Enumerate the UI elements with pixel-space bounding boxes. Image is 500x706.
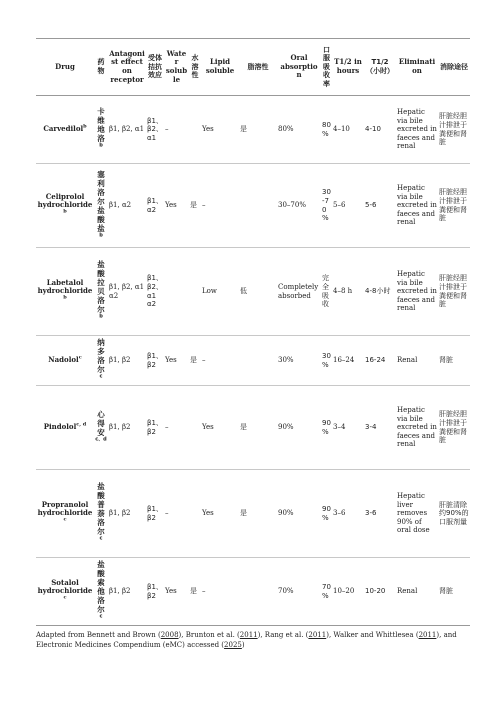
half-life-zh-cell: 5-6	[365, 201, 377, 210]
header-oral-zh: 口服吸收率	[323, 45, 330, 88]
ref-link-2011-walker[interactable]: 2011	[418, 631, 437, 639]
drug-name-zh-cell: 纳多洛尔 $^c$	[97, 338, 105, 380]
drug-name-cell: Labetalol hydrochloride$^b$	[37, 277, 93, 301]
oral-absorption-cell: 90%	[278, 509, 294, 518]
oral-absorption-cell: 80%	[278, 125, 294, 134]
receptor-cell: β1, β2	[109, 423, 131, 432]
receptor-cell: β1, β2	[109, 509, 131, 518]
oral-absorption-zh-cell: 完全吸收	[322, 274, 329, 309]
receptor-zh-cell: β1、β2、α1 α2	[147, 274, 163, 309]
elimination-cell: Hepatic via bile excreted in faeces and renal	[397, 184, 437, 227]
half-life-zh-cell: 4-10	[365, 125, 381, 134]
header-elim-zh: 消除途径	[440, 62, 469, 71]
lipid-soluble-cell: –	[202, 587, 206, 596]
oral-absorption-zh-cell: 80%	[322, 120, 331, 138]
header-lipid: Lipid soluble	[205, 57, 235, 75]
water-soluble-cell: Yes	[165, 201, 177, 210]
elimination-cell: Hepatic via bile excreted in faeces and renal	[397, 270, 437, 313]
lipid-soluble-zh-cell	[239, 558, 277, 626]
drug-name-cell: Nadolol$^c$	[48, 354, 82, 365]
header-oral: Oral absorption	[280, 53, 318, 80]
water-soluble-cell: Yes	[165, 587, 177, 596]
table-source-note: Adapted from Bennett and Brown (2008), Brunton et al. (2011), Rang et al. (2011), Walker and Whittlesea (2011), and Electronic Medicines Compendium (eMC) accessed (2025)	[36, 631, 457, 649]
ref-link-2011-rang[interactable]: 2011	[308, 631, 327, 639]
receptor-zh-cell: β1、β2	[147, 504, 163, 522]
beta-blocker-table	[36, 38, 470, 626]
ref-link-2011-brunton[interactable]: 2011	[239, 631, 258, 639]
receptor-cell: β1, α2	[109, 201, 132, 210]
oral-absorption-zh-cell: 70%	[322, 582, 331, 600]
drug-name-zh-cell: 盐酸拉贝洛尔 $^b$	[97, 260, 105, 320]
drug-name-cell: Carvedilol$^b$	[43, 123, 87, 134]
receptor-zh-cell: β1、β2	[147, 582, 163, 600]
table-row	[36, 558, 470, 626]
lipid-soluble-zh-cell: 低	[240, 287, 247, 296]
lipid-soluble-zh-cell: 是	[240, 509, 247, 518]
water-soluble-zh-cell	[189, 96, 201, 164]
oral-absorption-cell: 30%	[278, 356, 294, 365]
oral-absorption-cell: Completely absorbed	[278, 282, 319, 300]
oral-absorption-zh-cell: 30-70%	[322, 188, 331, 223]
receptor-cell: β1, β2	[109, 587, 131, 596]
oral-absorption-cell: 30–70%	[278, 201, 306, 210]
header-elim: Elimination	[398, 57, 436, 75]
water-soluble-zh-cell	[189, 386, 201, 470]
half-life-zh-cell: 3-4	[365, 423, 377, 432]
water-soluble-zh-cell: 是	[190, 201, 197, 210]
half-life-cell: 4–8 h	[333, 287, 353, 296]
table-header-row	[36, 39, 470, 96]
lipid-soluble-cell: –	[202, 201, 206, 210]
lipid-soluble-cell: Yes	[202, 125, 214, 134]
oral-absorption-zh-cell: 90%	[322, 504, 331, 522]
elimination-zh-cell: 肝脏经胆汁排泄于粪便和肾脏	[439, 274, 468, 309]
table-row	[36, 470, 470, 558]
half-life-zh-cell: 16-24	[365, 356, 386, 365]
drug-name-zh-cell: 盐酸普萘洛尔 $^c$	[97, 482, 105, 542]
table-row	[36, 336, 470, 386]
drug-name-cell: Propranolol hydrochloride$^c$	[37, 499, 93, 523]
drug-name-cell: Sotalol hydrochloride$^c$	[37, 577, 93, 601]
header-antagonist: Antagonist effect on receptor	[109, 48, 145, 84]
elimination-zh-cell: 肝脏经胆汁排泄于粪便和肾脏	[439, 112, 468, 147]
lipid-soluble-zh-cell	[239, 336, 277, 386]
header-drug-zh: 药物	[97, 58, 105, 75]
oral-absorption-cell: 70%	[278, 587, 294, 596]
elimination-cell: Renal	[397, 587, 418, 596]
half-life-cell: 10–20	[333, 587, 355, 596]
lipid-soluble-cell: Low	[202, 287, 217, 296]
lipid-soluble-cell: –	[202, 356, 206, 365]
lipid-soluble-zh-cell: 是	[240, 125, 247, 134]
drug-name-zh-cell: 盐酸索他洛尔 $^c$	[97, 560, 105, 620]
receptor-zh-cell: β1、α2	[147, 196, 163, 214]
elimination-zh-cell: 肝脏经胆汁排泄于粪便和肾脏	[439, 188, 468, 223]
drug-name-zh-cell: 心得安 $^{c、d}$	[95, 409, 107, 442]
water-soluble-zh-cell	[189, 248, 201, 336]
elimination-cell: Hepatic via bile excreted in faeces and renal	[397, 406, 437, 449]
elimination-zh-cell: 肝脏经胆汁排泄于粪便和肾脏	[439, 410, 468, 445]
water-soluble-zh-cell	[189, 470, 201, 558]
receptor-cell: β1, β2, α1	[109, 125, 145, 134]
header-antagonist-zh: 受体拮抗效应	[148, 54, 162, 80]
water-soluble-zh-cell: 是	[190, 356, 197, 365]
drug-name-cell: Pindolol$^{c, d}$	[43, 421, 87, 432]
half-life-zh-cell: 3-6	[365, 509, 377, 518]
elimination-cell: Hepatic via bile excreted in faeces and renal	[397, 108, 437, 151]
oral-absorption-cell: 90%	[278, 423, 294, 432]
receptor-zh-cell: β1、β2	[147, 418, 163, 436]
drug-name-cell: Celiprolol hydrochloride$^b$	[37, 191, 93, 215]
half-life-zh-cell: 4-8小时	[365, 287, 391, 296]
drug-name-zh-cell: 卡维地洛 $^b$	[97, 107, 105, 149]
header-water-zh: 水溶性	[191, 54, 199, 80]
table-row	[36, 164, 470, 248]
table-row	[36, 386, 470, 470]
water-soluble-cell: –	[165, 125, 169, 134]
header-t12-zh: T1/2（小时）	[366, 58, 395, 75]
lipid-soluble-cell: Yes	[202, 509, 214, 518]
water-soluble-zh-cell: 是	[190, 587, 197, 596]
elimination-cell: Renal	[397, 356, 418, 365]
half-life-cell: 16–24	[333, 356, 355, 365]
elimination-zh-cell: 肾脏	[439, 356, 454, 365]
water-soluble-cell: –	[165, 509, 169, 518]
ref-link-2008[interactable]: 2008	[160, 631, 179, 639]
half-life-cell: 3–4	[333, 423, 346, 432]
water-soluble-cell: Yes	[165, 356, 177, 365]
lipid-soluble-zh-cell	[239, 164, 277, 248]
oral-absorption-zh-cell: 90%	[322, 418, 331, 436]
header-lipid-zh: 脂溶性	[247, 62, 269, 71]
half-life-zh-cell: 10-20	[365, 587, 386, 596]
header-water: Water soluble	[165, 48, 188, 84]
lipid-soluble-cell: Yes	[202, 423, 214, 432]
half-life-cell: 3–6	[333, 509, 346, 518]
elimination-zh-cell: 肾脏	[439, 587, 454, 596]
oral-absorption-zh-cell: 30%	[322, 351, 331, 369]
table-row	[36, 96, 470, 164]
half-life-cell: 5–6	[333, 201, 346, 210]
water-soluble-cell: –	[165, 423, 169, 432]
receptor-cell: β1, β2	[109, 356, 131, 365]
ref-link-2025[interactable]: 2025	[224, 640, 242, 649]
header-drug: Drug	[55, 61, 75, 71]
elimination-zh-cell: 肝脏清除约90%的口服剂量	[439, 500, 469, 526]
header-t12: T1/2 in hours	[334, 57, 362, 75]
receptor-zh-cell: β1、β2	[147, 351, 163, 369]
table-row	[36, 248, 470, 336]
water-soluble-cell	[164, 248, 189, 336]
receptor-zh-cell: β1、β2、α1	[147, 116, 163, 142]
drug-name-zh-cell: 塞利洛尔盐酸盐 $^b$	[97, 169, 105, 238]
lipid-soluble-zh-cell: 是	[240, 423, 247, 432]
receptor-cell: β1, β2, α1 α2	[109, 282, 145, 300]
half-life-cell: 4–10	[333, 125, 350, 134]
elimination-cell: Hepatic liver removes 90% of oral dose	[397, 492, 430, 535]
